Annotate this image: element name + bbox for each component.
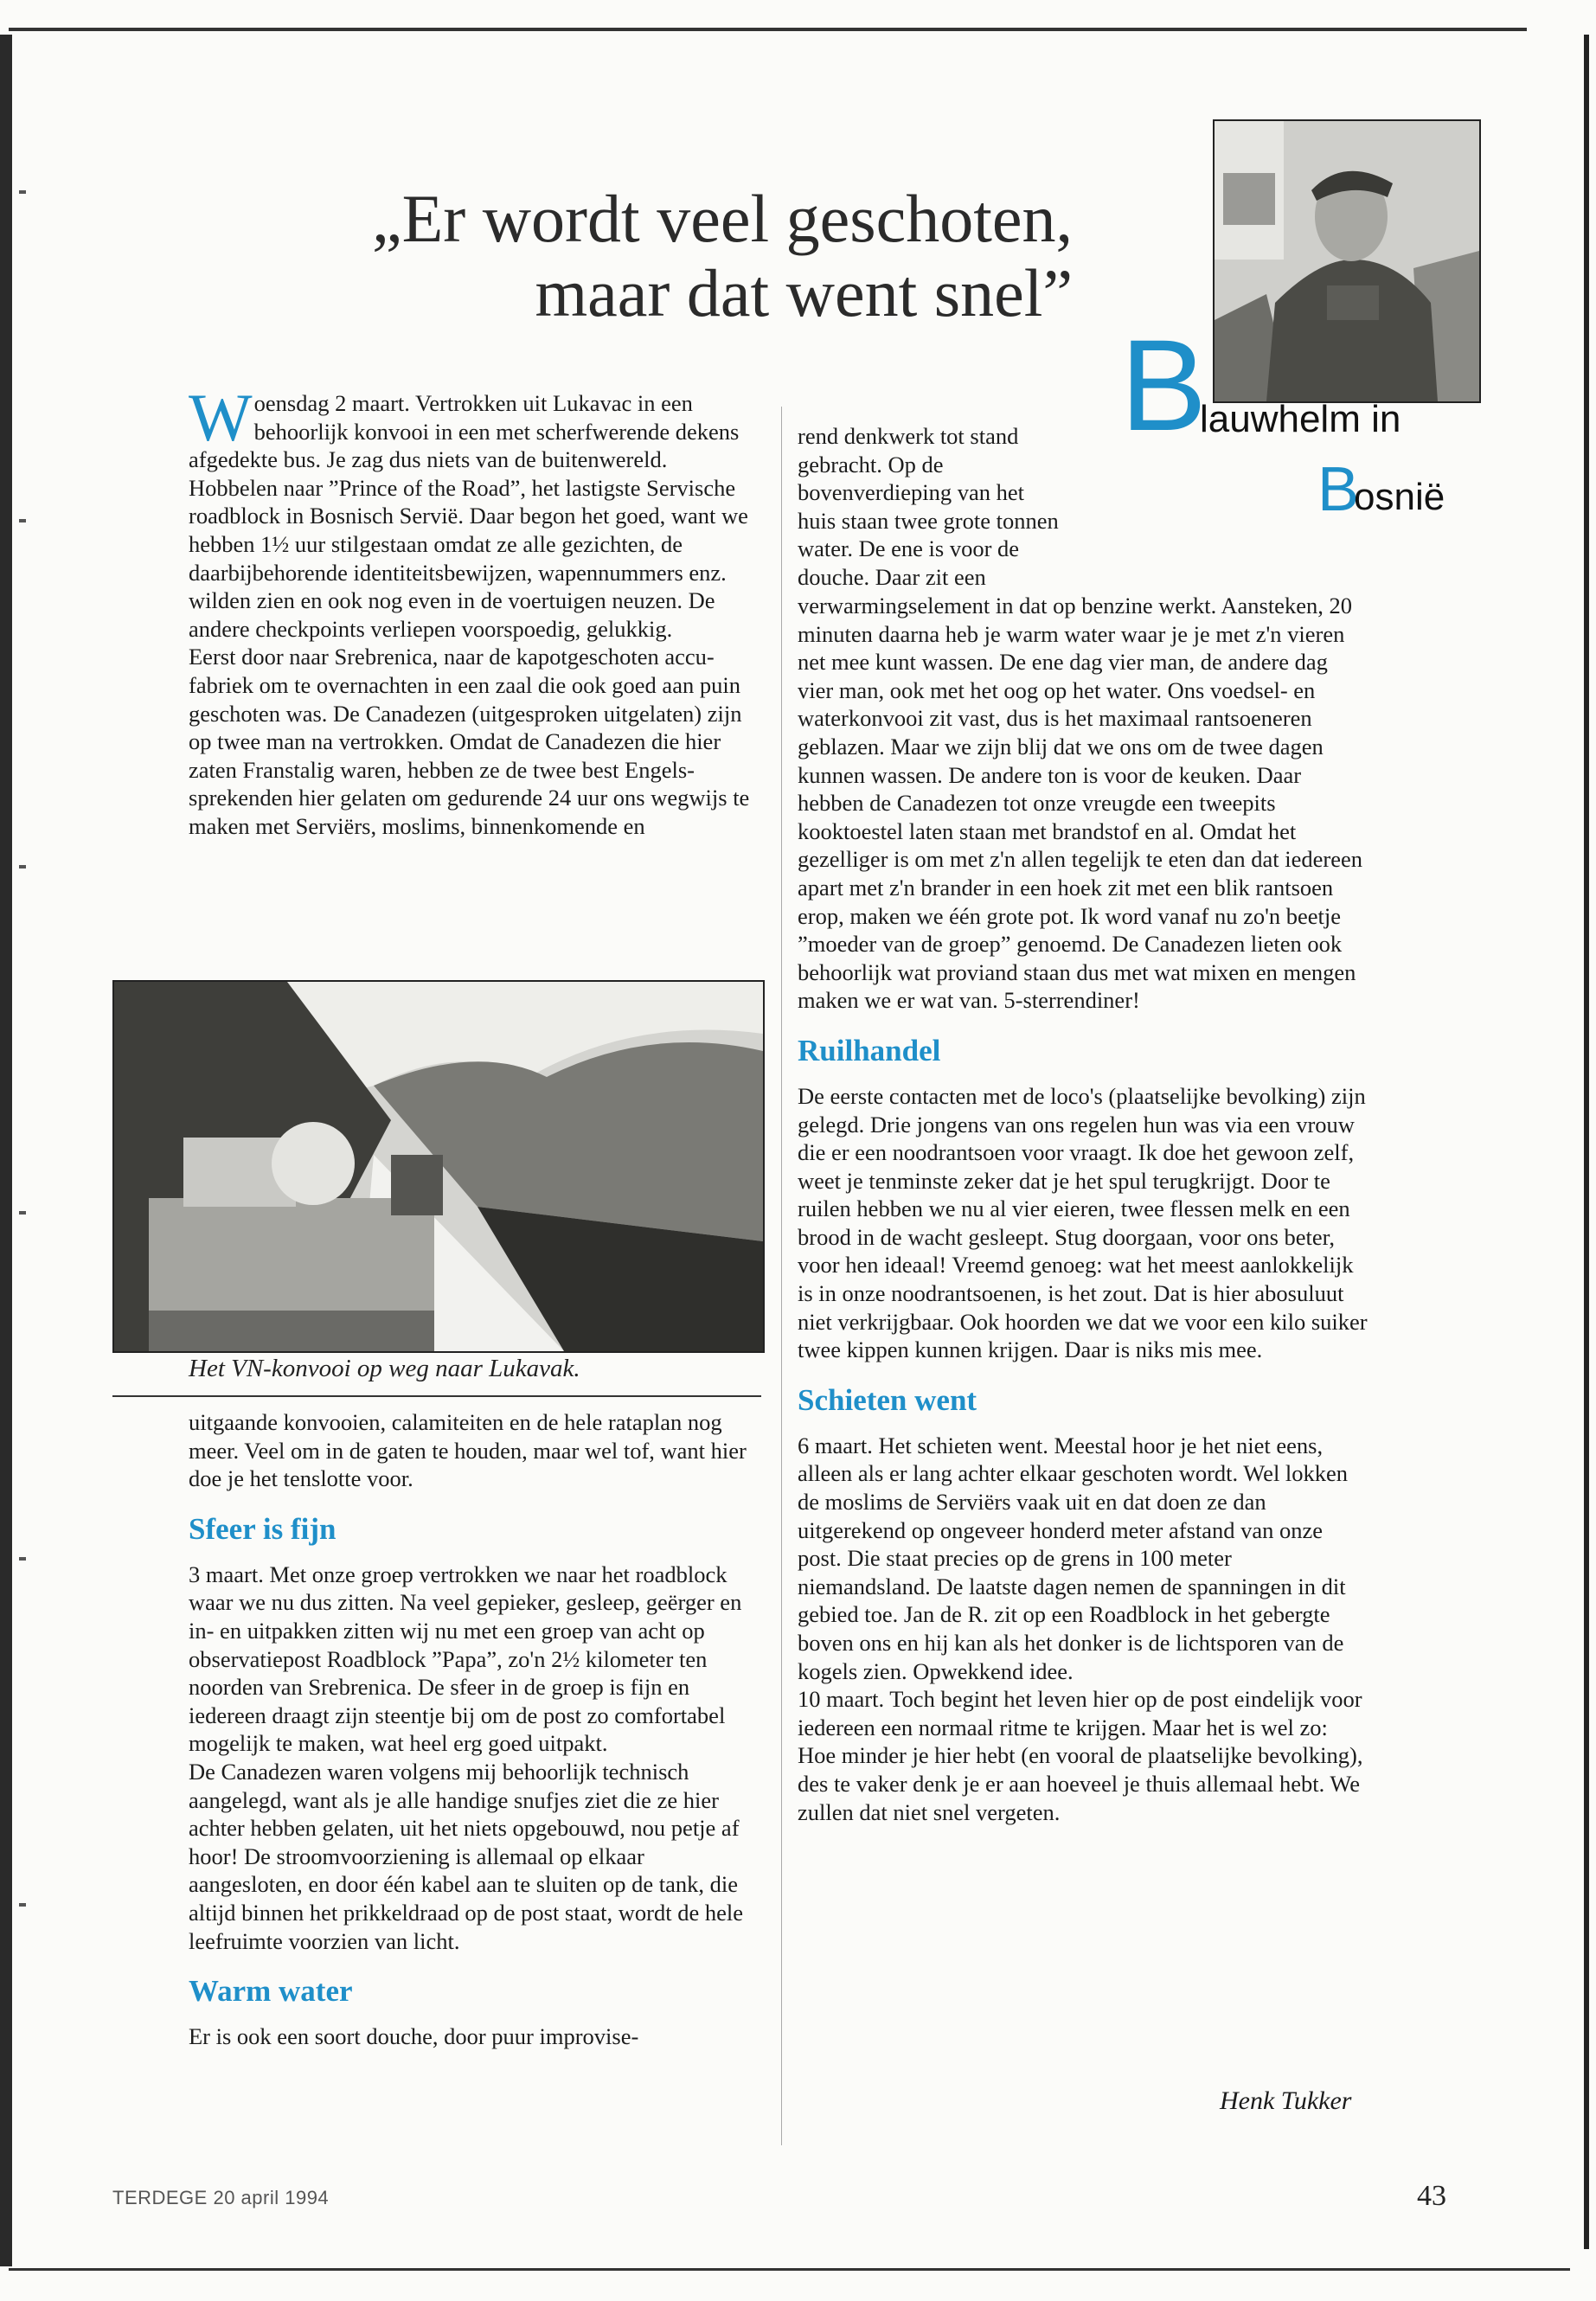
convoy-photo bbox=[112, 980, 765, 1353]
paragraph: Eerst door naar Srebrenica, naar de kapotgeschoten accu-fabriek om te overnachten in een zaal die ook goed aan puin geschoten was. De Canadezen (uitgesproken uitgelaten) zijn op twee man na vertrokken. Omdat de Canadezen die hier zaten Franstalig waren, hebben ze de twee best Engels-sprekenden hier gelaten om gedurende 24 uur ons wegwijs te maken met Serviërs, moslims, binnenkomende en bbox=[189, 644, 750, 839]
series-word-blauwhelm: lauwhelm in bbox=[1200, 398, 1401, 440]
column-2 bbox=[798, 592, 1368, 1826]
binding-tick bbox=[19, 1211, 26, 1215]
right-edge bbox=[1584, 35, 1589, 2249]
binding-tick bbox=[19, 190, 26, 194]
binding-tick bbox=[19, 519, 26, 522]
series-initial-b: B bbox=[1120, 312, 1208, 458]
convoy-illustration bbox=[114, 982, 763, 1351]
author-byline: Henk Tukker bbox=[1220, 2086, 1352, 2115]
binding-tick bbox=[19, 865, 26, 868]
paragraph: De Canadezen waren volgens mij behoorlijk technisch aangelegd, want als je alle handige snufjes ziet die ze hier achter hebben gelaten, uit het niets opgebouwd, nou petje af hoor! De stroomvoorziening is allemaal op elkaar aangesloten, en door één kabel aan te sluiten op de tank, die altijd binnen het prikkeldraad op de post staat, wordt de hele leefruimte voorzien van licht. bbox=[189, 1758, 743, 1954]
binding-tick bbox=[19, 1903, 26, 1907]
paragraph: 3 maart. Met onze groep vertrokken we naar het roadblock waar we nu dus zitten. Na veel gepieker, gesleep, geërger en in- en uitpakken zitten wij nu met een groep van acht op observatiepost Roadblock ”Papa”, zo'n 2½ kilometer ten noorden van Srebrenica. De sfeer in de groep is fijn en iedereen draagt zijn steentje bij om de post zo comfortabel mogelijk te maken, wat heel erg goed uitpakt. bbox=[189, 1561, 742, 1757]
section-heading-warm-water: Warm water bbox=[189, 1974, 353, 2009]
left-binding-edge bbox=[0, 35, 12, 2266]
paragraph: De eerste contacten met de loco's (plaatselijke bevolking) zijn gelegd. Drie jongens van ons regelen hun was via een vrouw die er een noodrantsoen voor vraagt. Ik doe het gewoon zelf, weet je tenminste zeker dat je het spul terugkrijgt. Door te ruilen hebben we nu al vier eieren, twee flessen melk en een brood in de wacht gesleept. Stug doorgaan, voor ons beter, voor hen ideaal! Vreemd genoeg: wat het meest aanlokkelijk is in onze noodrantsoenen, is het zout. Dat is hier abosuluut niet verkrijgbaar. Ook hoorden we dat we voor een kilo suiker twee kippen kunnen krijgen. Daar is niks mis mee. bbox=[798, 1082, 1368, 1363]
photo-caption: Het VN-konvooi op weg naar Lukavak. bbox=[189, 1355, 580, 1382]
paragraph: 6 maart. Het schieten went. Meestal hoor je het niet eens, alleen als er lang achter elkaar geschoten wordt. Wel lokken de moslims de Serviërs vaak uit en dat doen ze dan uitgerekend op ongeveer honderd meter afstand van onze post. Die staat precies op de grens in 100 meter niemandsland. De laatste dagen nemen de spanningen in dit gebied toe. Jan de R. zit op een Roadblock in het gebergte boven ons en hij kan als het donker is de lichtsporen van de kogels zien. Opwekkend idee. bbox=[798, 1432, 1349, 1684]
paragraph: uitgaande konvooien, calamiteiten en de hele rataplan nog meer. Veel om in de gaten te houden, maar wel tof, want hier doe je het tenslotte voor. bbox=[189, 1409, 747, 1492]
paragraph: Er is ook een soort douche, door puur improvise- bbox=[189, 2023, 639, 2050]
column-1-top bbox=[189, 380, 760, 841]
page-number: 43 bbox=[1417, 2180, 1446, 2212]
top-rule bbox=[9, 28, 1527, 31]
title-line-1: „Er wordt veel geschoten, bbox=[371, 181, 1073, 256]
page-footer: TERDEGE 20 april 1994 bbox=[112, 2187, 330, 2208]
series-word-bosnie: osnië bbox=[1354, 476, 1445, 518]
column-divider bbox=[781, 407, 782, 2145]
section-heading-ruilhandel: Ruilhandel bbox=[798, 1033, 941, 1067]
series-title bbox=[1120, 312, 1484, 528]
drop-cap: W bbox=[189, 380, 253, 455]
section-heading-sfeer: Sfeer is fijn bbox=[189, 1511, 337, 1546]
section-heading-schieten: Schieten went bbox=[798, 1382, 977, 1417]
binding-tick bbox=[19, 1557, 26, 1561]
bottom-rule bbox=[9, 2268, 1570, 2271]
article-title bbox=[260, 182, 1073, 330]
paragraph: rend denkwerk tot stand gebracht. Op de bovenverdieping van het huis staan twee grote tonnen water. De ene is voor de douche. Daar zit een bbox=[798, 423, 1059, 590]
title-line-2: maar dat went snel” bbox=[535, 255, 1073, 330]
column-2-narrow bbox=[798, 422, 1066, 592]
caption-rule bbox=[112, 1395, 761, 1397]
series-initial-b-2: B bbox=[1317, 455, 1360, 524]
column-1-bottom bbox=[189, 1408, 760, 2051]
paragraph: 10 maart. Toch begint het leven hier op de post eindelijk voor iedereen een normaal ritme te krijgen. Maar het is wel zo: Hoe minder je hier hebt (en vooral de plaatselijke bevolking), des te vaker denk je er aan hoeveel je thuis allemaal hebt. We zullen dat niet snel vergeten. bbox=[798, 1686, 1363, 1825]
paragraph-text: oensdag 2 maart. Vertrokken uit Lukavac in een behoorlijk konvooi in een met scherfwerende dekens afgedekte bus. Je zag dus niets van de buitenwereld. Hobbelen naar ”Prince of the Road”, het lastigste Servische roadblock in Bosnisch Servië. Daar begon het goed, want we hebben 1½ uur stilgestaan omdat ze alle gezichten, de daarbijbehorende identiteitsbewijzen, wapennummers enz. wilden zien en ook nog even in de voertuigen neuzen. De andere checkpoints verliepen voorspoedig, gelukkig. bbox=[189, 390, 748, 642]
paragraph: verwarmingselement in dat op benzine werkt. Aansteken, 20 minuten daarna heb je warm water waar je je met z'n vieren net mee kunt wassen. De ene dag vier man, de andere dag vier man, ook met het oog op het water. Ons voedsel- en waterkonvooi zit vast, dus is het maximaal rantsoeneren geblazen. Maar we zijn blij dat we ons om de twee dagen kunnen wassen. De andere ton is voor de keuken. Daar hebben de Canadezen tot onze vreugde een tweepits kooktoestel laten staan met brandstof en al. Omdat het gezelliger is om met z'n allen tegelijk te eten dan dat iedereen apart met z'n brander in een hoek zit met een blik rantsoen erop, maken we één grote pot. Ik word vanaf nu zo'n beetje ”moeder van de groep” genoemd. De Canadezen lieten ook behoorlijk wat proviand staan dus met wat mixen en mengen maken we er wat van. 5-sterrendiner! bbox=[798, 593, 1363, 1014]
paragraph bbox=[189, 380, 760, 643]
